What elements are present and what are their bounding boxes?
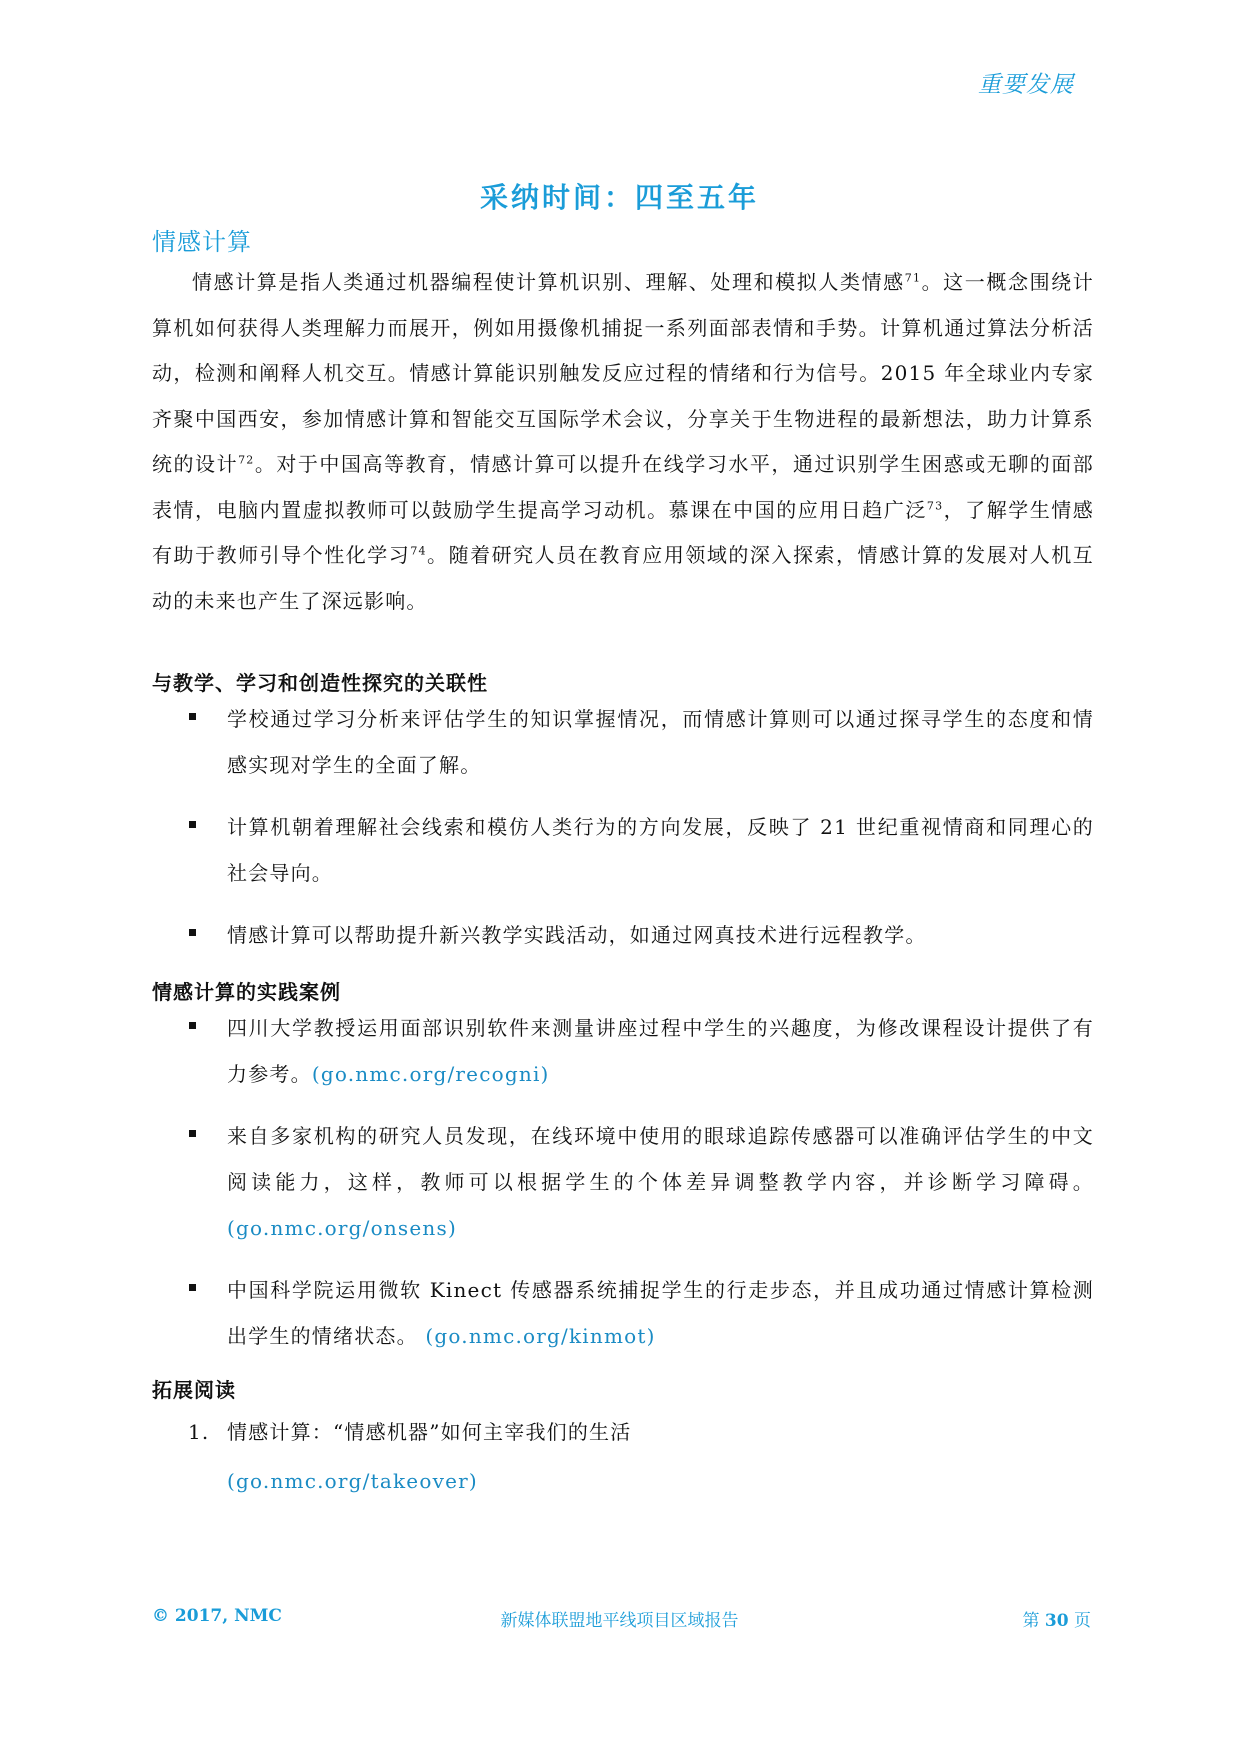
practice-list bbox=[0, 1005, 1239, 1359]
page-prefix: 第 bbox=[1022, 1611, 1040, 1631]
list-item bbox=[0, 804, 1094, 896]
list-item-text: 四川大学教授运用面部识别软件来测量讲座过程中学生的兴趣度，为修改课程设计提供了有力参考。 bbox=[227, 1016, 1094, 1086]
reading-list bbox=[0, 1410, 1239, 1504]
bullet-icon bbox=[189, 821, 196, 828]
list-item-text: 来自多家机构的研究人员发现，在线环境中使用的眼球追踪传感器可以准确评估学生的中文阅读能力，这样，教师可以根据学生的个体差异调整教学内容，并诊断学习障碍。 bbox=[227, 1124, 1094, 1194]
intro-text-3: 。对于中国高等教育，情感计算可以提升在线学习水平，通过识别学生困惑或无聊的面部表情，电脑内置虚拟教师可以鼓励学生提高学习动机。慕课在中国的应用日趋广泛 bbox=[152, 452, 1094, 522]
reading-title: 情感计算：“情感机器”如何主宰我们的生活 bbox=[227, 1420, 632, 1444]
practice-heading: 情感计算的实践案例 bbox=[152, 980, 341, 1004]
footer-page-number bbox=[1023, 1606, 1091, 1631]
intro-text-1: 情感计算是指人类通过机器编程使计算机识别、理解、处理和模拟人类情感 bbox=[192, 270, 905, 294]
intro-text-5: 。随着研究人员在教育应用领域的深入探索，情感计算的发展对人机互动的未来也产生了深远影响。 bbox=[152, 543, 1094, 613]
list-item bbox=[0, 912, 1094, 958]
intro-text-4: ，了解学生情感有助于教师引导个性化学习 bbox=[152, 497, 1095, 567]
link-recogni[interactable]: go.nmc.org/recogni bbox=[320, 1062, 541, 1086]
relevance-heading: 与教学、学习和创造性探究的关联性 bbox=[152, 671, 488, 695]
list-item: 来自多家机构的研究人员发现，在线环境中使用的眼球追踪传感器可以准确评估学生的中文阅读能力，这样，教师可以根据学生的个体差异调整教学内容，并诊断学习障碍。 (go.nmc.org/onsens) bbox=[0, 1113, 1094, 1251]
list-item: 四川大学教授运用面部识别软件来测量讲座过程中学生的兴趣度，为修改课程设计提供了有力参考。(go.nmc.org/recogni) bbox=[0, 1005, 1094, 1097]
list-item-text: 计算机朝着理解社会线索和模仿人类行为的方向发展，反映了 21 世纪重视情商和同理心的社会导向。 bbox=[227, 815, 1094, 885]
page-suffix: 页 bbox=[1074, 1611, 1091, 1631]
bullet-icon bbox=[189, 1022, 196, 1029]
footnote-ref-73[interactable]: 73 bbox=[926, 498, 944, 512]
list-item-text: 学校通过学习分析来评估学生的知识掌握情况，而情感计算则可以通过探寻学生的态度和情感实现对学生的全面了解。 bbox=[227, 707, 1094, 777]
adoption-time-title: 采纳时间：四至五年 bbox=[479, 181, 759, 214]
intro-paragraph bbox=[152, 260, 1094, 624]
bullet-icon bbox=[189, 929, 196, 936]
intro-text-2: 。这一概念围绕计算机如何获得人类理解力而展开，例如用摄像机捕捉一系列面部表情和手势。计算机通过算法分析活动，检测和阐释人机交互。情感计算能识别触发反应过程的情绪和行为信号。2015 年全球业内专家齐聚中国西安，参加情感计算和智能交互国际学术会议，分享关于生物进程的最新想法，助力计算系统的设计 bbox=[152, 270, 1094, 476]
bullet-icon bbox=[189, 713, 196, 720]
relevance-list bbox=[0, 696, 1239, 958]
list-item-text: 中国科学院运用微软 Kinect 传感器系统捕捉学生的行走步态，并且成功通过情感计算检测出学生的情绪状态。 bbox=[227, 1278, 1094, 1348]
bullet-icon bbox=[189, 1284, 196, 1291]
link-kinmot[interactable]: go.nmc.org/kinmot bbox=[434, 1324, 647, 1348]
link-onsens[interactable]: go.nmc.org/onsens bbox=[236, 1216, 448, 1240]
footnote-ref-74[interactable]: 74 bbox=[410, 544, 427, 558]
page-number: 30 bbox=[1044, 1611, 1069, 1631]
bullet-icon bbox=[189, 1130, 196, 1137]
section-title: 情感计算 bbox=[152, 228, 252, 256]
footnote-ref-71[interactable]: 71 bbox=[904, 271, 922, 285]
reading-heading: 拓展阅读 bbox=[152, 1378, 236, 1402]
list-item: 1. 情感计算：“情感机器”如何主宰我们的生活 (go.nmc.org/takeover) bbox=[0, 1410, 1239, 1504]
list-item: 中国科学院运用微软 Kinect 传感器系统捕捉学生的行走步态，并且成功通过情感计算检测出学生的情绪状态。 (go.nmc.org/kinmot) bbox=[0, 1267, 1094, 1359]
footnote-ref-72[interactable]: 72 bbox=[238, 453, 255, 467]
link-takeover[interactable]: go.nmc.org/takeover bbox=[236, 1469, 469, 1493]
footer-report-title: 新媒体联盟地平线项目区域报告 bbox=[500, 1611, 739, 1631]
running-header: 重要发展 bbox=[978, 72, 1074, 98]
footer-copyright: © 2017, NMC bbox=[152, 1606, 282, 1626]
list-item-text: 情感计算可以帮助提升新兴教学实践活动，如通过网真技术进行远程教学。 bbox=[227, 923, 927, 947]
list-number: 1. bbox=[188, 1420, 210, 1444]
list-item bbox=[0, 696, 1094, 788]
